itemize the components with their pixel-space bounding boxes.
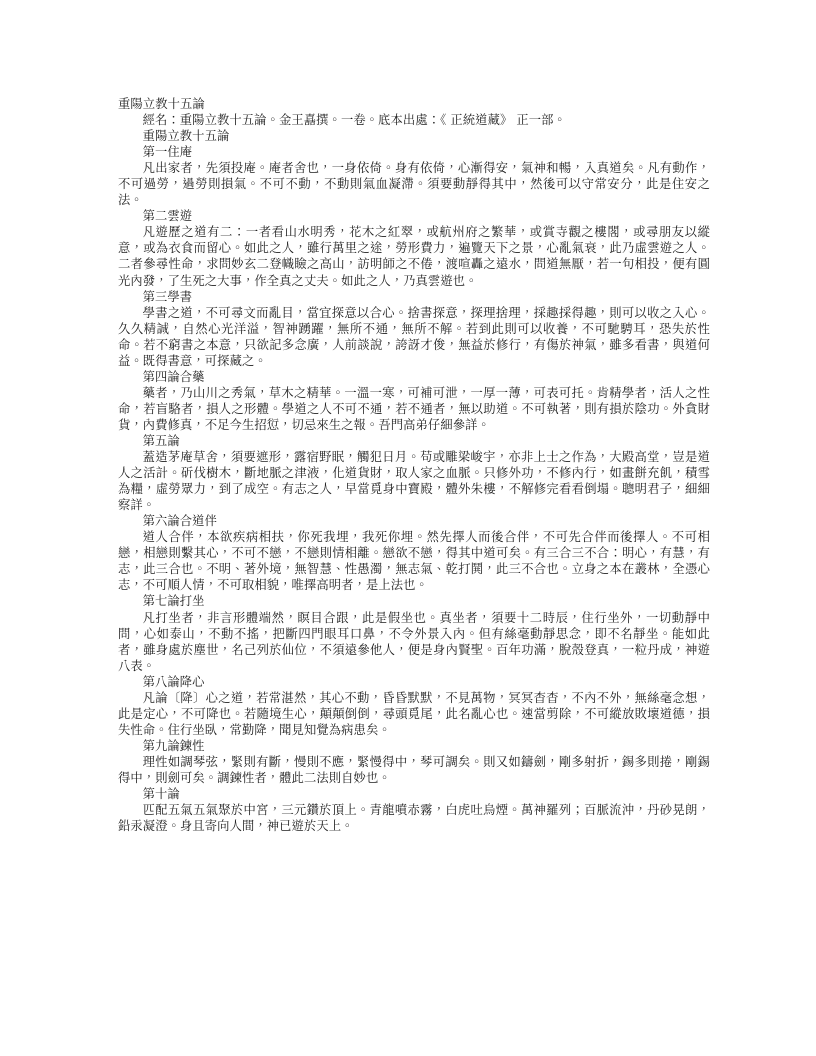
section-heading-8: 第八論降心 <box>142 674 205 689</box>
section-heading-4: 第四論合藥 <box>142 369 205 384</box>
section-body-8: 凡論〔降〕心之道，若常湛然，其心不動，昏昏默默，不見萬物，冥冥杳杳，不內不外，無絲毫念想，此是定心，不可降也。若隨境生心，顛顛倒倒，尋頭覓尾，此名亂心也。速當剪除，不可縱放敗壞道德，損失性命。住行坐臥，常勤降，聞見知覺為病患矣。 <box>118 690 710 737</box>
section-body-6: 道人合伴，本欲疾病相扶，你死我埋，我死你埋。然先擇人而後合伴，不可先合伴而後擇人。不可相戀，相戀則繫其心，不可不戀，不戀則情相離。戀欲不戀，得其中道可矣。有三合三不合：明心，有慧，有志，此三合也。不明、著外境，無智慧、性愚濁，無志氣、乾打鬨，此三不合也。立身之本在叢林，全憑心志，不可順人情，不可取相貌，唯擇高明者，是上法也。 <box>118 530 710 593</box>
section-body-7: 凡打坐者，非言形體端然，瞑目合跟，此是假坐也。真坐者，須要十二時辰，住行坐外，一切動靜中問，心如泰山，不動不搖，把斷四門眼耳口鼻，不令外景入內。但有絲毫動靜思念，即不名靜坐。能如此者，雖身處於塵世，名己列於仙位，不須遠參他人，便是身內賢聖。百年功滿，脫殼登真，一粒丹成，神遊八表。 <box>118 610 710 673</box>
section-body-9: 理性如調琴弦，緊則有斷，慢則不應，緊慢得中，琴可調矣。則又如鑄劍，剛多射折，錫多則捲，剛錫得中，則劍可矣。調鍊性者，體此二法則自妙也。 <box>118 754 710 785</box>
document-subtitle: 重陽立教十五論 <box>142 129 230 144</box>
section-heading-9: 第九論鍊性 <box>142 738 205 753</box>
section-body-10: 匹配五氣五氣聚於中宮，三元鑽於頂上。青龍噴赤霧，白虎吐烏煙。萬神羅列；百脈流沖，丹砂晃朗，鉛汞凝澄。身且寄向人間，神已遊於天上。 <box>118 803 710 834</box>
section-body-3: 學書之道，不可尋文而亂目，當宜探意以合心。捨書探意，探理捨理，採趣採得趣，則可以收之入心。久久精誠，自然心光洋溢，智神踴躍，無所不通，無所不解。若到此則可以收養，不可馳騁耳，恐失於性命。若不窮書之本意，只欲記多念廣，人前談說，誇訝才俊，無益於修行，有傷於神氣，雖多看書，與道何益。既得書意，可探藏之。 <box>118 305 710 368</box>
section-heading-7: 第七論打坐 <box>142 594 205 609</box>
document-title: 重陽立教十五論 <box>118 97 205 111</box>
section-body-4: 藥者，乃山川之秀氣，草木之精華。一溫一寒，可補可泄，一厚一薄，可表可托。肯精學者，活人之性命，若盲駱者，損人之形體。學道之人不可不通，若不通者，無以助道。不可執著，則有損於陰功。外貪財貨，內費修真，不足今生招愆，切忌來生之報。吾門高弟仔細參詳。 <box>118 385 710 432</box>
section-heading-10: 第十論 <box>142 787 180 802</box>
section-body-5: 蓋造茅庵草舍，須要遮形，露宿野眠，觸犯日月。苟或雕梁峻宇，亦非上士之作為，大殿高堂，豈是道人之活計。斫伐樹木，斷地脈之津液，化道貨財，取人家之血脈。只修外功，不修內行，如畫餅充飢，積雪為糧，虛勞眾力，到了成空。有志之人，早當覓身中寶殿，體外朱樓，不解修完看看倒塌。聰明君子，細細察詳。 <box>118 450 710 513</box>
section-heading-2: 第二雲遊 <box>142 209 193 224</box>
section-body-2: 凡遊歷之道有二：一者看山水明秀，花木之紅翠，或航州府之繁華，或賞寺觀之樓閣，或尋朋友以縱意，或為衣食而留心。如此之人，雖行萬里之途，勞形費力，遍覽天下之景，心亂氣衰，此乃虛雲遊之人。二者參尋性命，求問妙玄二登幟瞼之高山，訪明師之不倦，渡喧轟之遠水，問道無厭，若一句相投，便有圓光內發，了生死之大事，作全真之丈夫。如此之人，乃真雲遊也。 <box>118 225 710 288</box>
document-metadata: 經名：重陽立教十五論。金王嚞撰。一卷。底本出處：《 正統道藏》 正一部。 <box>142 113 566 128</box>
section-heading-6: 第六論合道伴 <box>142 514 217 529</box>
section-heading-5: 第五論 <box>142 433 180 448</box>
section-heading-3: 第三學書 <box>142 289 193 304</box>
section-heading-1: 第一住庵 <box>142 145 193 160</box>
section-body-1: 凡出家者，先須投庵。庵者舍也，一身依倚。身有依倚，心漸得安，氣神和暢，入真道矣。凡有動作，不可過勞，過勞則損氣。不可不動，不動則氣血凝滯。須要動靜得其中，然後可以守常安分，此是住安之法。 <box>118 161 710 208</box>
document-body <box>118 96 710 834</box>
